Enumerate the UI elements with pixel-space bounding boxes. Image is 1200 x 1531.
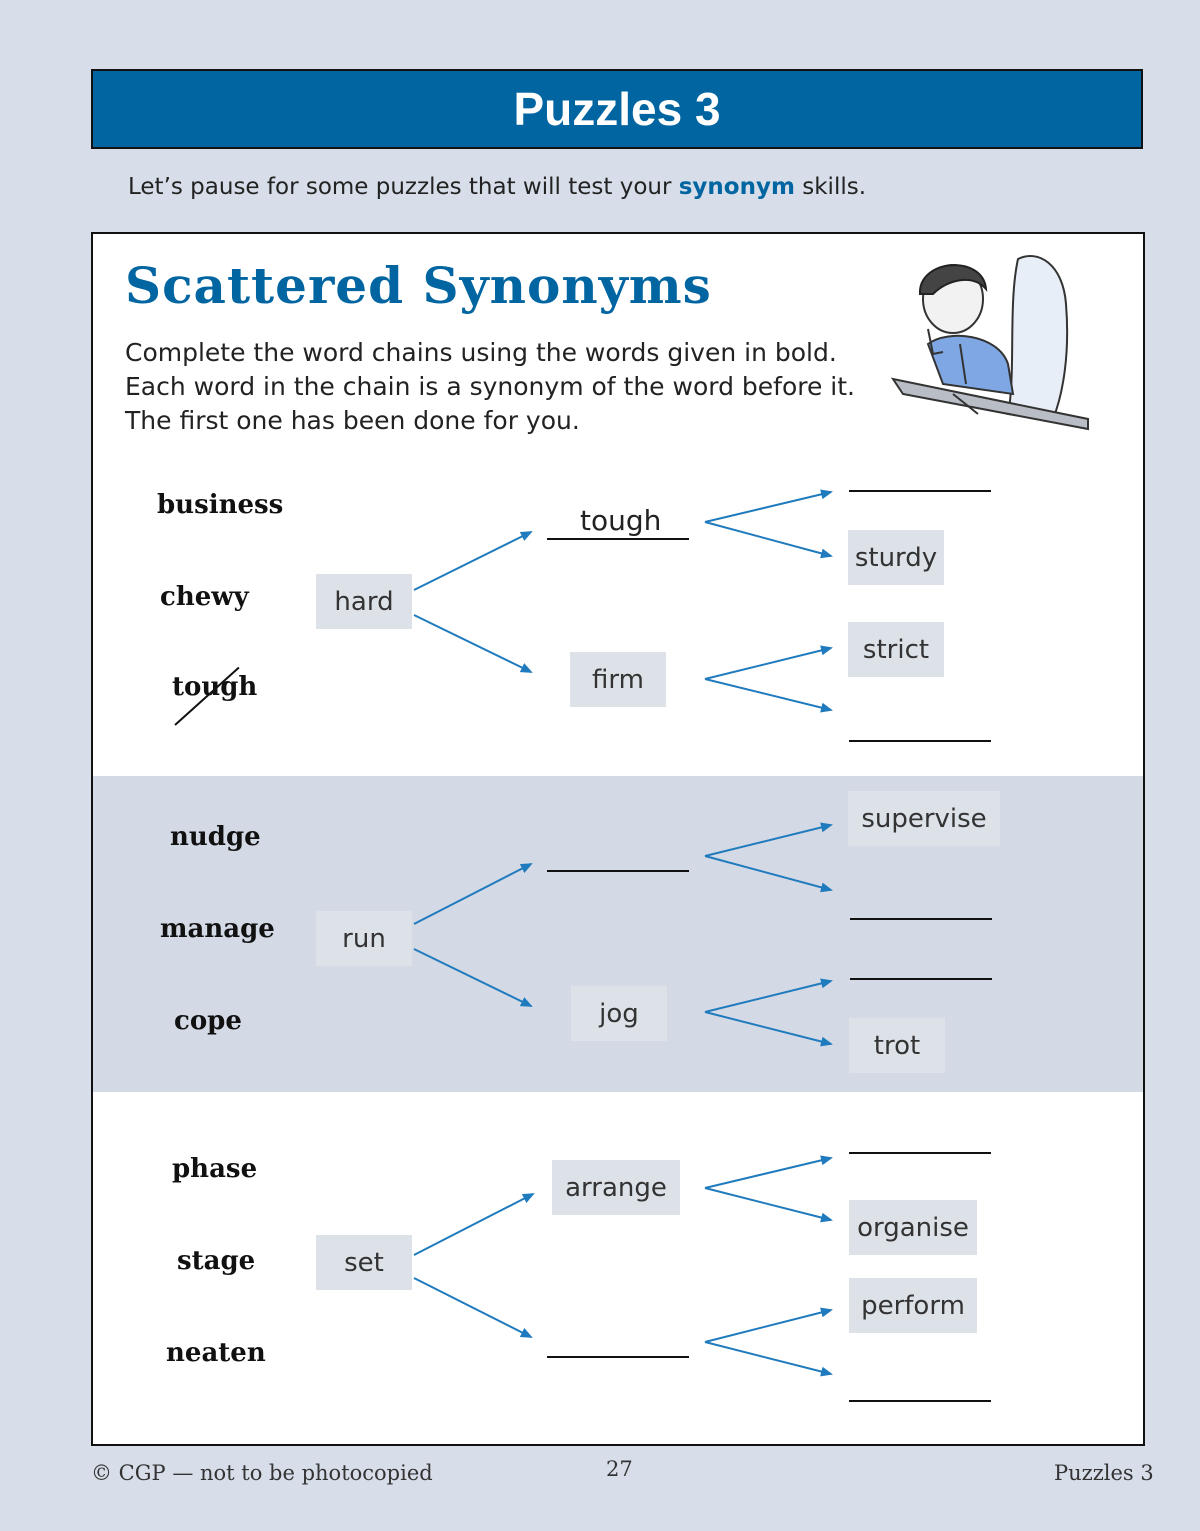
instruction-line: The first one has been done for you.	[125, 406, 580, 435]
intro-text	[128, 174, 866, 200]
footer-copyright: © CGP — not to be photocopied	[91, 1461, 433, 1485]
puzzle-title: Scattered Synonyms	[125, 256, 712, 315]
instruction-line: Each word in the chain is a synonym of the word before it.	[125, 372, 856, 401]
given-word: cope	[174, 1006, 242, 1036]
start-word-box: run	[316, 911, 412, 966]
end-word-box: sturdy	[848, 530, 944, 585]
arrow	[705, 856, 831, 890]
puzzle-panel	[91, 232, 1145, 1446]
title-banner	[91, 69, 1143, 149]
arrow	[705, 1012, 831, 1044]
end-word-box: trot	[849, 1018, 945, 1073]
arrow	[414, 1278, 531, 1337]
intro-before: Let’s pause for some puzzles that will test your	[128, 174, 679, 200]
chain-arrows	[93, 234, 1145, 1446]
given-word: stage	[177, 1246, 256, 1276]
arrow	[705, 648, 831, 679]
arrow	[414, 949, 531, 1006]
middle-word-box: jog	[571, 986, 667, 1041]
given-word-crossed: tough	[172, 672, 258, 702]
arrow	[705, 1158, 831, 1188]
given-word: manage	[160, 914, 275, 944]
arrow	[705, 679, 831, 710]
given-word: chewy	[160, 582, 249, 612]
arrow	[705, 1310, 831, 1342]
handwritten-answer: tough	[580, 504, 662, 537]
arrow	[414, 864, 531, 924]
given-word: neaten	[166, 1338, 266, 1368]
end-word-box: organise	[849, 1200, 977, 1255]
intro-after: skills.	[794, 174, 867, 200]
middle-word-box: arrange	[552, 1160, 680, 1215]
arrow	[414, 1194, 533, 1255]
footer-section: Puzzles 3	[1054, 1461, 1154, 1485]
arrow	[705, 825, 831, 856]
end-word-box: strict	[848, 622, 944, 677]
end-word-box: perform	[849, 1278, 977, 1333]
arrow	[705, 522, 831, 556]
instruction-line: Complete the word chains using the words given in bold.	[125, 338, 837, 367]
page-number: 27	[606, 1457, 633, 1481]
given-word: phase	[172, 1154, 258, 1184]
arrow	[705, 981, 831, 1012]
arrow	[705, 492, 831, 522]
arrow	[414, 615, 531, 672]
given-word: nudge	[170, 822, 261, 852]
arrow	[705, 1342, 831, 1374]
given-word: business	[157, 490, 284, 520]
middle-word-box: firm	[570, 652, 666, 707]
arrow	[705, 1188, 831, 1220]
start-word-box: set	[316, 1235, 412, 1290]
page-title: Puzzles 3	[513, 83, 721, 135]
end-word-box: supervise	[848, 791, 1000, 846]
start-word-box: hard	[316, 574, 412, 629]
intro-keyword: synonym	[678, 174, 795, 200]
arrow	[414, 532, 531, 590]
